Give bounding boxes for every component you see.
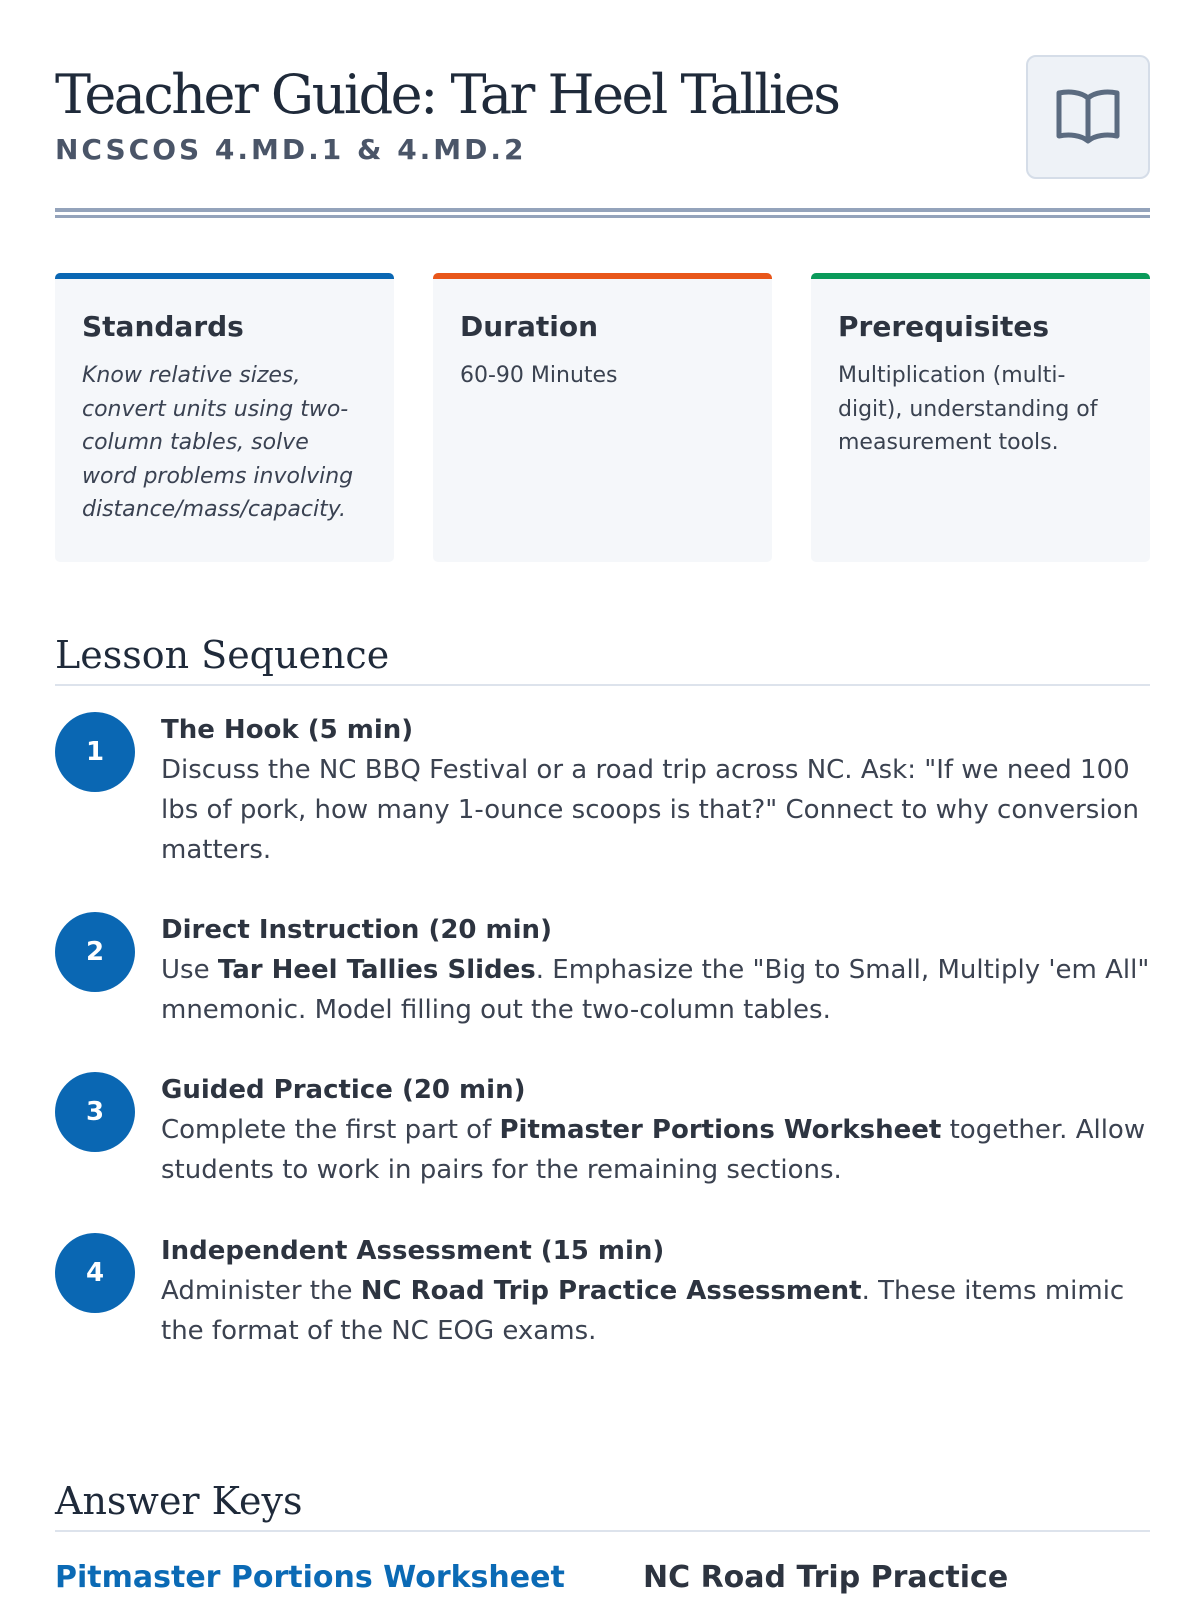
- step-title: Direct Instruction (20 min): [161, 915, 552, 945]
- standards-card-accent: [55, 273, 394, 279]
- step-title: Independent Assessment (15 min): [161, 1236, 665, 1266]
- prerequisites-card-accent: [811, 273, 1150, 279]
- step-description: Use Tar Heel Tallies Slides. Emphasize the "Big to Small, Multiply 'em All" mnemonic. Model filling out the two-column tables.: [161, 955, 1150, 1025]
- standards-code-subtitle: NCSCOS 4.MD.1 & 4.MD.2: [55, 133, 527, 166]
- step-number-badge: 1: [55, 712, 135, 792]
- page-header: [55, 55, 1150, 185]
- road-trip-answer-key-title: NC Road Trip Practice: [643, 1560, 1009, 1595]
- duration-card-accent: [433, 273, 772, 279]
- step-description: Discuss the NC BBQ Festival or a road trip across NC. Ask: "If we need 100 lbs of pork, how many 1-ounce scoops is that?" Connect to why conversion matters.: [161, 755, 1139, 865]
- step-description: Complete the first part of Pitmaster Portions Worksheet together. Allow students to work in pairs for the remaining sections.: [161, 1115, 1146, 1185]
- book-button[interactable]: [1026, 55, 1150, 179]
- step-description: Administer the NC Road Trip Practice Assessment. These items mimic the format of the NC EOG exams.: [161, 1276, 1125, 1346]
- assessment-resource-name: NC Road Trip Practice Assessment: [360, 1276, 862, 1306]
- worksheet-resource-name: Pitmaster Portions Worksheet: [499, 1115, 942, 1145]
- answer-keys-heading: Answer Keys: [55, 1478, 1150, 1532]
- duration-card-text: 60-90 Minutes: [460, 363, 618, 388]
- step-number-badge: 2: [55, 912, 135, 992]
- overview-cards: [55, 273, 1150, 562]
- pitmaster-answer-key-link[interactable]: Pitmaster Portions Worksheet: [55, 1560, 565, 1595]
- prerequisites-card-title: Prerequisites: [838, 310, 1049, 343]
- prerequisites-card: [811, 273, 1150, 562]
- prerequisites-card-text: Multiplication (multi-digit), understanding of measurement tools.: [838, 363, 1098, 455]
- step-title: Guided Practice (20 min): [161, 1075, 526, 1105]
- book-open-icon: [1055, 86, 1121, 148]
- standards-card-title: Standards: [82, 310, 244, 343]
- header-divider: [55, 208, 1150, 220]
- page-title: Teacher Guide: Tar Heel Tallies: [55, 63, 839, 126]
- step-number-badge: 4: [55, 1233, 135, 1313]
- step-title: The Hook (5 min): [161, 715, 414, 745]
- duration-card: [433, 273, 772, 562]
- lesson-sequence-heading: Lesson Sequence: [55, 632, 1150, 686]
- standards-card: [55, 273, 394, 562]
- answer-keys-list: [55, 1560, 1150, 1600]
- standards-card-text: Know relative sizes, convert units using two-column tables, solve word problems involving distance/mass/capacity.: [82, 363, 354, 522]
- slides-resource-name: Tar Heel Tallies Slides: [217, 955, 536, 985]
- step-number-badge: 3: [55, 1072, 135, 1152]
- duration-card-title: Duration: [460, 310, 599, 343]
